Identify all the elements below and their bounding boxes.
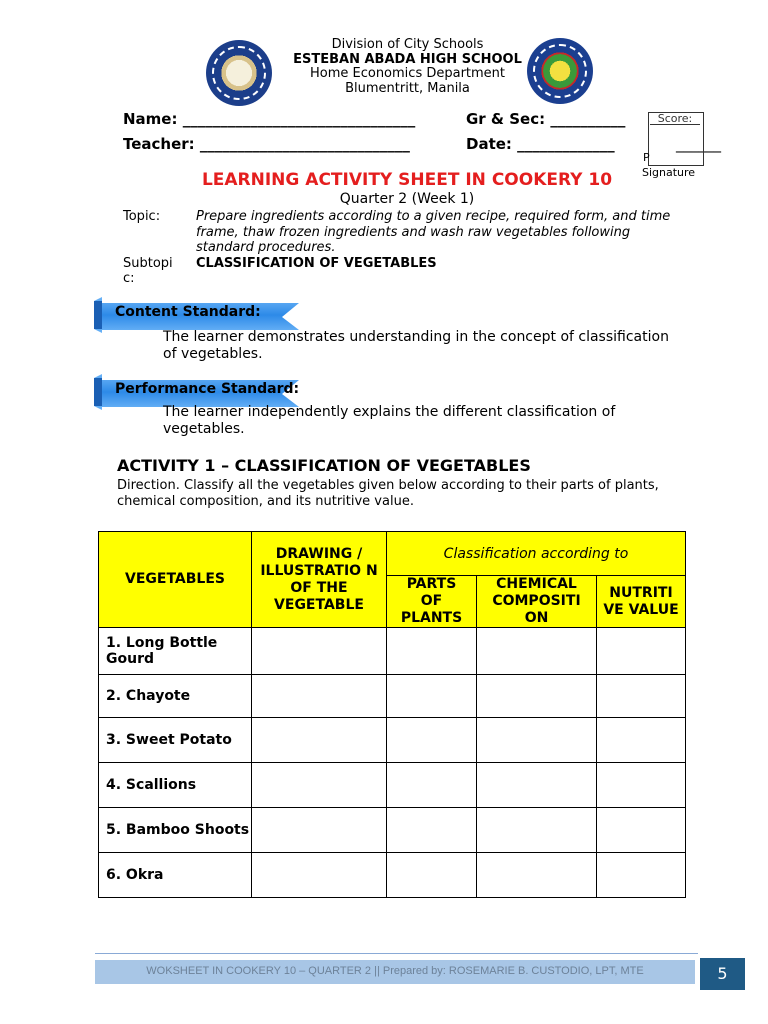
quarter-label: Quarter 2 (Week 1) (339, 191, 475, 207)
grade-section-field[interactable]: Gr & Sec: __________ (466, 110, 626, 128)
nutritive-cell[interactable] (597, 628, 686, 675)
parts-cell[interactable] (387, 718, 477, 763)
content-standard-label: Content Standard: (115, 304, 261, 320)
drawing-cell[interactable] (252, 718, 387, 763)
topic-text: Prepare ingredients according to a given recipe, required form, and time frame, thaw frozen ingredients and wash raw vegetables following standard procedures. (196, 209, 671, 255)
subtopic-label: Subtopi c: (123, 256, 173, 286)
topic-label: Topic: (123, 209, 161, 224)
content-standard-text: The learner demonstrates understanding in the concept of classification of vegetables. (163, 329, 669, 362)
nutritive-cell[interactable] (597, 763, 686, 808)
chemical-cell[interactable] (477, 853, 597, 898)
address-line: Blumentritt, Manila (345, 80, 470, 96)
date-field-tail: ______ (676, 135, 721, 153)
teacher-field[interactable]: Teacher: ____________________________ (123, 135, 410, 153)
drawing-cell[interactable] (252, 853, 387, 898)
division-line: Division of City Schools (331, 37, 484, 52)
table-row (99, 675, 686, 718)
parts-cell[interactable] (387, 763, 477, 808)
chemical-cell[interactable] (477, 808, 597, 853)
table-row (99, 853, 686, 898)
drawing-cell[interactable] (252, 628, 387, 675)
footer-text: WOKSHEET IN COOKERY 10 – QUARTER 2 || Prepared by: ROSEMARIE B. CUSTODIO, LPT, MTE (146, 965, 644, 977)
nutritive-cell[interactable] (597, 675, 686, 718)
page-title: LEARNING ACTIVITY SHEET IN COOKERY 10 (201, 170, 613, 190)
header-classification: Classification according to (387, 532, 686, 576)
parts-cell[interactable] (387, 675, 477, 718)
name-field[interactable]: Name: _______________________________ (123, 110, 416, 128)
header-nutritive-value: NUTRITI VE VALUE (597, 576, 686, 628)
school-logo (206, 40, 272, 106)
row-label: 5. Bamboo Shoots (99, 808, 252, 853)
content-standard-ribbon (94, 297, 299, 331)
drawing-cell[interactable] (252, 675, 387, 718)
parts-cell[interactable] (387, 853, 477, 898)
row-label: 2. Chayote (99, 675, 252, 718)
school-name: ESTEBAN ABADA HIGH SCHOOL (293, 51, 522, 67)
footer-divider (95, 953, 698, 954)
chemical-cell[interactable] (477, 718, 597, 763)
classification-table (98, 531, 686, 898)
row-label: 1. Long Bottle Gourd (99, 628, 252, 675)
chemical-cell[interactable] (477, 763, 597, 808)
drawing-cell[interactable] (252, 808, 387, 853)
school-header (270, 38, 545, 96)
header-parts-of-plants: PARTS OF PLANTS (387, 576, 477, 628)
performance-standard-ribbon (94, 374, 299, 408)
score-label: Score: (650, 113, 700, 125)
table-row (99, 763, 686, 808)
chemical-cell[interactable] (477, 675, 597, 718)
drawing-cell[interactable] (252, 763, 387, 808)
date-field[interactable]: Date: _____________ (466, 135, 615, 153)
row-label: 4. Scallions (99, 763, 252, 808)
table-row (99, 718, 686, 763)
parts-cell[interactable] (387, 628, 477, 675)
chemical-cell[interactable] (477, 628, 597, 675)
nutritive-cell[interactable] (597, 718, 686, 763)
header-chemical-composition: CHEMICAL COMPOSITI ON (477, 576, 597, 628)
department-line: Home Economics Department (309, 66, 506, 81)
nutritive-cell[interactable] (597, 853, 686, 898)
nutritive-cell[interactable] (597, 808, 686, 853)
activity-direction: Direction. Classify all the vegetables given below according to their parts of plants, chemical composition, and its nutritive value. (117, 478, 659, 509)
row-label: 6. Okra (99, 853, 252, 898)
signature-label: Signature (642, 166, 696, 179)
performance-standard-label: Performance Standard: (115, 381, 300, 397)
row-label: 3. Sweet Potato (99, 718, 252, 763)
header-vegetables: VEGETABLES (99, 532, 252, 628)
activity-title: ACTIVITY 1 – CLASSIFICATION OF VEGETABLES (117, 456, 531, 475)
parts-cell[interactable] (387, 808, 477, 853)
page-number: 5 (700, 958, 745, 990)
performance-standard-text: The learner independently explains the different classification of vegetables. (163, 404, 616, 437)
header-drawing: DRAWING / ILLUSTRATIO N OF THE VEGETABLE (252, 532, 387, 628)
parent-signature-stub: P (643, 151, 650, 164)
table-row (99, 628, 686, 675)
table-row (99, 808, 686, 853)
subtopic-text: CLASSIFICATION OF VEGETABLES (196, 256, 437, 271)
